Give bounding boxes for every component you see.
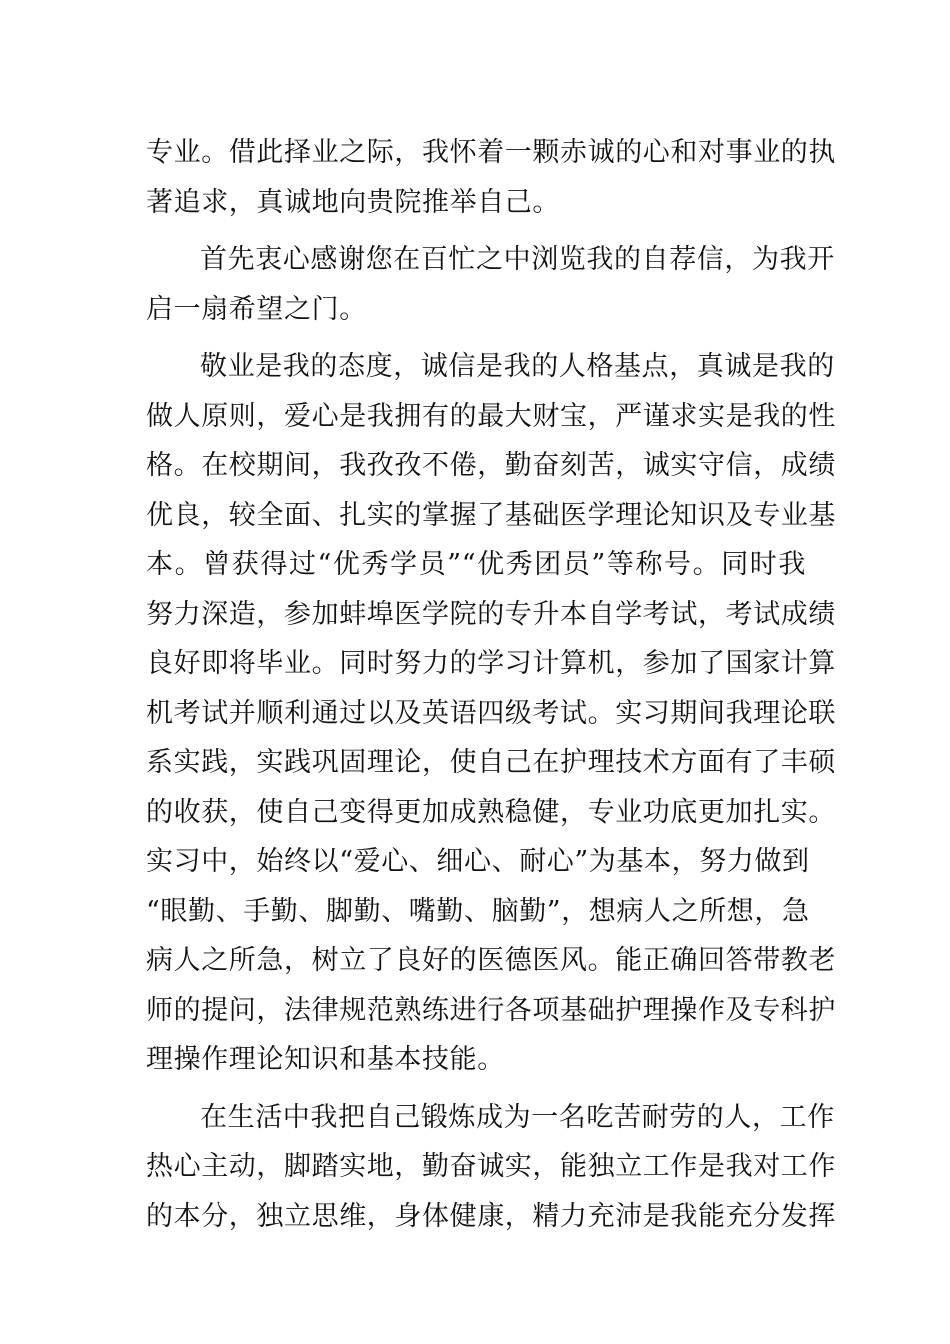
text-line: 师的提问，法律规范熟练进行各项基础护理操作及专科护 — [146, 994, 836, 1026]
text-line: 良好即将毕业。同时努力的学习计算机，参加了国家计算 — [146, 648, 836, 679]
text-line: 做人原则，爱心是我拥有的最大财宝，严谨求实是我的性 — [146, 400, 836, 432]
text-line: 机考试并顺利通过以及英语四级考试。实习期间我理论联 — [146, 697, 836, 729]
text-line: 本。曾获得过“优秀学员”“优秀团员”等称号。同时我 — [146, 549, 806, 580]
text-line: 系实践，实践巩固理论，使自己在护理技术方面有了丰硕 — [146, 747, 836, 778]
paragraph-1 — [146, 128, 836, 227]
text-line: 理操作理论知识和基本技能。 — [146, 1044, 505, 1075]
text-line: 著追求，真诚地向贵院推举自己。 — [146, 186, 560, 218]
paragraph-2 — [146, 235, 835, 334]
text-line: 热心主动，脚踏实地，勤奋诚实，能独立工作是我对工作 — [146, 1151, 836, 1182]
text-line: 启一扇希望之门。 — [146, 293, 367, 325]
letter-body — [146, 128, 836, 1241]
text-line: 优良，较全面、扎实的掌握了基础医学理论知识及专业基 — [146, 499, 836, 531]
paragraph-3 — [146, 342, 836, 1085]
text-line: 的本分，独立思维，身体健康，精力充沛是我能充分发挥 — [146, 1200, 836, 1232]
text-line: 在生活中我把自己锻炼成为一名吃苦耐劳的人，工作 — [200, 1101, 835, 1133]
text-line: 敬业是我的态度，诚信是我的人格基点，真诚是我的 — [200, 351, 835, 382]
text-line: 格。在校期间，我孜孜不倦，勤奋刻苦，诚实守信，成绩 — [146, 450, 836, 481]
text-line: 首先衷心感谢您在百忙之中浏览我的自荐信，为我开 — [200, 244, 835, 275]
text-line: 专业。借此择业之际，我怀着一颗赤诚的心和对事业的执 — [146, 137, 836, 168]
text-line: 实习中，始终以“爱心、细心、耐心”为基本，努力做到 — [146, 846, 810, 877]
text-line: 的收获，使自己变得更加成熟稳健，专业功底更加扎实。 — [146, 796, 836, 828]
text-line: 努力深造，参加蚌埠医学院的专升本自学考试，考试成绩 — [146, 598, 836, 630]
text-line: 病人之所急，树立了良好的医德医风。能正确回答带教老 — [146, 945, 836, 976]
paragraph-4 — [146, 1093, 836, 1242]
text-line: “眼勤、手勤、脚勤、嘴勤、脑勤”，想病人之所想，急 — [146, 895, 810, 927]
